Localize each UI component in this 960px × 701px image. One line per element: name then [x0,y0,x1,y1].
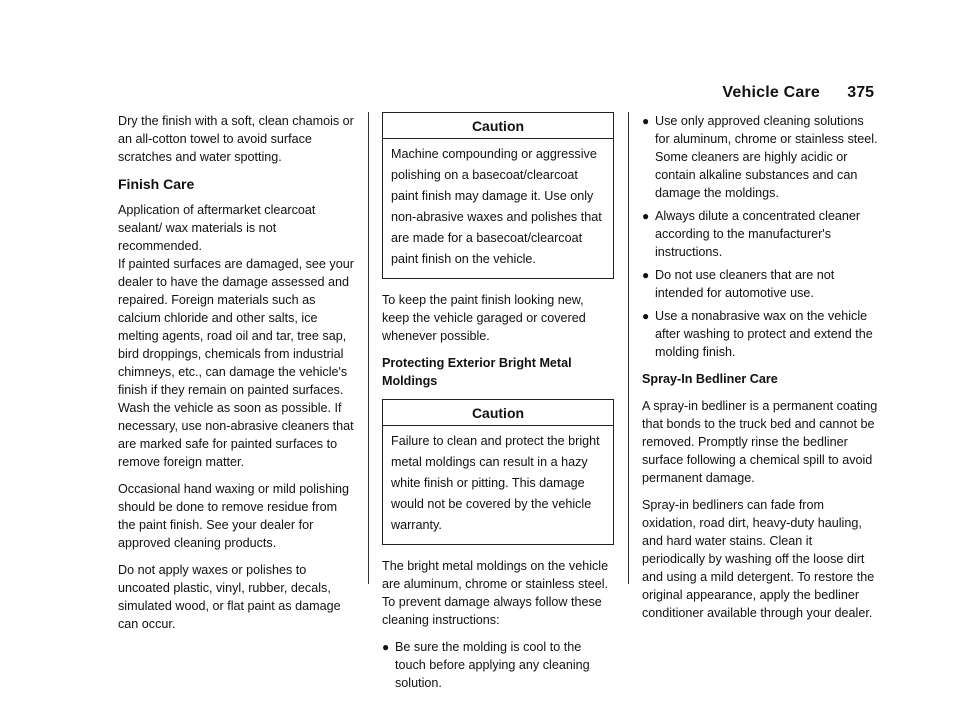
caution-text: Machine compounding or aggressive polishing on a basecoat/clearcoat paint finish may damage it. Use only non-abrasive waxes and polishes that are made for a basecoat/clearcoat paint finish on the vehicle. [391,147,602,266]
bullet-list [642,112,878,361]
list-item-text: Use only approved cleaning solutions for aluminum, chrome or stainless steel. Some cleaners are highly acidic or contain alkaline substances and can damage the moldings. [655,114,878,200]
finish-care-heading: Finish Care [118,176,195,192]
list-item-text: Do not use cleaners that are not intended for automotive use. [655,268,835,300]
paragraph: A spray-in bedliner is a permanent coating that bonds to the truck bed and cannot be removed. Promptly rinse the bedliner surface following a chemical spill to avoid permanent damage. [642,399,878,485]
column-3 [642,112,878,631]
page-number: 375 [847,84,874,101]
list-item [382,638,614,692]
caution-title: Caution [383,400,613,426]
list-item [642,266,878,302]
column-1 [118,112,354,642]
column-2 [382,112,614,701]
bullet-icon: ● [382,640,390,654]
list-item-text: Use a nonabrasive wax on the vehicle after washing to protect and extend the molding finish. [655,309,873,359]
caution-title: Caution [383,113,613,139]
paragraph: Application of aftermarket clearcoat sealant/ wax materials is not recommended. [118,203,316,253]
bullet-icon: ● [642,268,650,282]
list-item [642,112,878,202]
header-title: Vehicle Care [722,84,820,101]
moldings-heading: Protecting Exterior Bright Metal Moldings [382,356,572,388]
bullet-icon: ● [642,309,650,323]
caution-box [382,112,614,279]
bullet-icon: ● [642,209,650,223]
column-divider [628,112,629,584]
paragraph: The bright metal moldings on the vehicle are aluminum, chrome or stainless steel. To prevent damage always follow these cleaning instructions: [382,559,609,627]
column-divider [368,112,369,584]
intro-paragraph: Dry the finish with a soft, clean chamois or an all-cotton towel to avoid surface scratches and water spotting. [118,114,354,164]
paragraph: To keep the paint finish looking new, keep the vehicle garaged or covered whenever possible. [382,293,586,343]
paragraph: Spray-in bedliners can fade from oxidation, road dirt, heavy-duty hauling, and hard water stains. Clean it periodically by washing off the loose dirt and using a mild detergent. To restore the original appearance, apply the bedliner conditioner available through your dealer. [642,498,875,620]
bullet-icon: ● [642,114,650,128]
list-item-text: Be sure the molding is cool to the touch before applying any cleaning solution. [395,640,590,690]
page-header [0,84,960,110]
bedliner-heading: Spray-In Bedliner Care [642,372,778,386]
paragraph: Do not apply waxes or polishes to uncoated plastic, vinyl, rubber, decals, simulated wood, or flat paint as damage can occur. [118,563,341,631]
bullet-list [382,638,614,692]
list-item [642,207,878,261]
paragraph: Occasional hand waxing or mild polishing should be done to remove residue from the paint finish. See your dealer for approved cleaning products. [118,482,350,550]
list-item [642,307,878,361]
list-item-text: Always dilute a concentrated cleaner according to the manufacturer's instructions. [655,209,861,259]
caution-box [382,399,614,545]
caution-text: Failure to clean and protect the bright metal moldings can result in a hazy white finish or pitting. This damage would not be covered by the vehicle warranty. [391,434,600,532]
paragraph: If painted surfaces are damaged, see your dealer to have the damage assessed and repaired. Foreign materials such as calcium chloride and other salts, ice melting agents, road oil and tar, tree sap, bird droppings, chemicals from industrial chimneys, etc., can damage the vehicle's finish if they remain on painted surfaces. Wash the vehicle as soon as possible. If necessary, use non-abrasive cleaners that are marked safe for painted surfaces to remove foreign matter. [118,257,354,469]
